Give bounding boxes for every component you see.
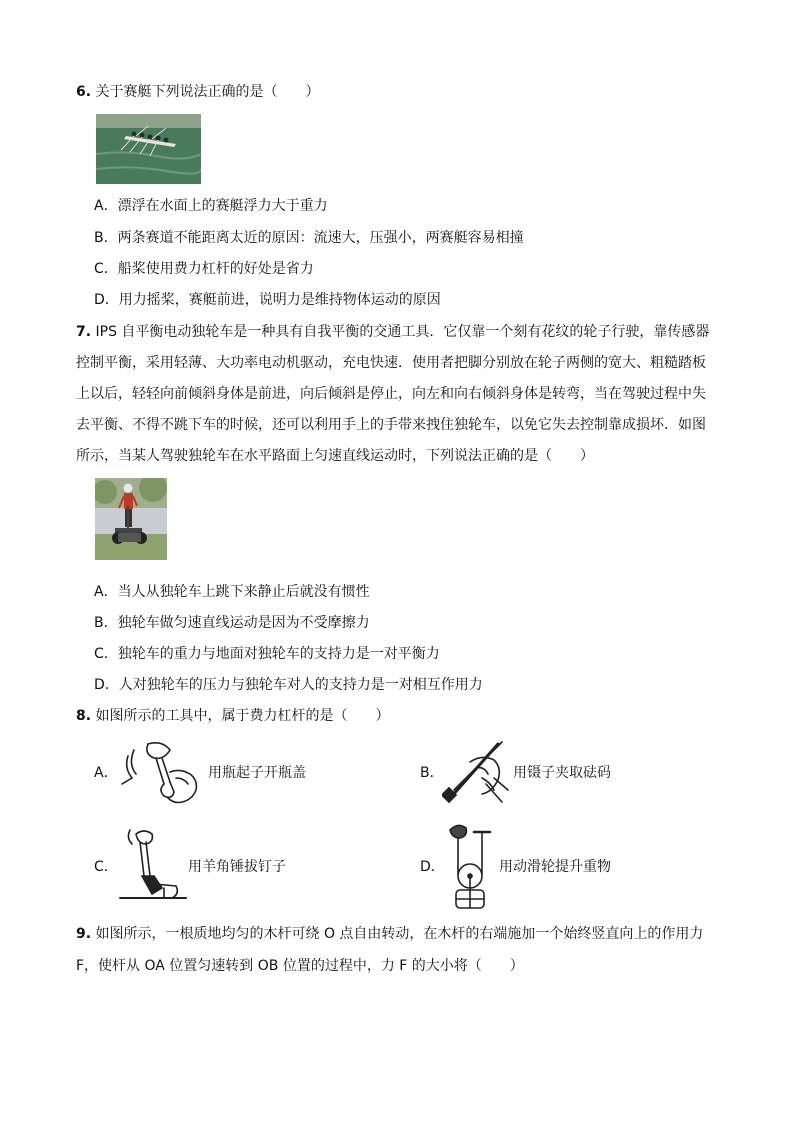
q7-stem-text-1: IPS 自平衡电动独轮车是一种具有自我平衡的交通工具．它仅靠一个刻有花纹的轮子行驶，靠传感器 [95, 324, 710, 340]
movable-pulley-icon [444, 822, 498, 914]
q8-option-a-text: 用瓶起子开瓶盖 [208, 765, 306, 781]
q7-stem-line-3: 上以后，轻轻向前倾斜身体是前进，向后倾斜是停止，向左和向右倾斜身体是转弯，当在驾驶过程中失 [76, 386, 706, 402]
q8-option-c-letter: C． [94, 859, 118, 875]
q6-option-c: C．船桨使用费力杠杆的好处是省力 [94, 261, 314, 277]
q8-option-b-letter: B． [420, 765, 444, 781]
rowing-boat-photo [96, 114, 201, 184]
q7-stem-line-2: 控制平衡，采用轻薄、大功率电动机驱动，充电快速．使用者把脚分别放在轮子两侧的宽大、粗糙踏板 [76, 355, 706, 371]
q6-option-d: D．用力摇桨，赛艇前进，说明力是维持物体运动的原因 [94, 292, 441, 308]
tweezers-icon [442, 738, 512, 808]
q8-option-d-text: 用动滑轮提升重物 [499, 859, 611, 875]
q8-stem-line [76, 706, 390, 726]
q8-option-d-letter: D． [420, 859, 445, 875]
q9-stem-line-2: F，使杆从 OA 位置匀速转到 OB 位置的过程中，力 F 的大小将（ ） [76, 958, 524, 974]
q9-stem-text-1: 如图所示，一根质地均匀的木杆可绕 O 点自由转动，在木杆的右端施加一个始终竖直向上的作用力 [95, 926, 704, 942]
q8-option-c-text: 用羊角锤拔钉子 [188, 859, 286, 875]
q6-number: 6. [76, 84, 92, 100]
q7-stem-line-5: 所示，当某人驾驶独轮车在水平路面上匀速直线运动时，下列说法正确的是（ ） [76, 448, 594, 464]
q7-option-d: D．人对独轮车的压力与独轮车对人的支持力是一对相互作用力 [94, 677, 483, 693]
q8-option-a-letter: A． [94, 765, 118, 781]
q7-number: 7. [76, 324, 92, 340]
q6-option-b: B．两条赛道不能距离太近的原因：流速大，压强小，两赛艇容易相撞 [94, 230, 524, 246]
q9-number: 9. [76, 926, 92, 942]
claw-hammer-icon [118, 828, 188, 904]
q7-option-c: C．独轮车的重力与地面对独轮车的支持力是一对平衡力 [94, 646, 440, 662]
q6-option-a: A．漂浮在水面上的赛艇浮力大于重力 [94, 198, 328, 214]
q6-stem: 关于赛艇下列说法正确的是（ ） [95, 84, 320, 100]
q7-stem-line-4: 去平衡、不得不跳下车的时候，还可以利用手上的手带来拽住独轮车，以免它失去控制靠成损坏．如图 [76, 417, 706, 433]
q8-option-b-text: 用镊子夹取砝码 [513, 765, 611, 781]
bottle-opener-icon [118, 738, 206, 808]
q6-stem-line [76, 82, 320, 102]
unicycle-rider-photo [95, 478, 167, 560]
q8-stem: 如图所示的工具中，属于费力杠杆的是（ ） [95, 708, 390, 724]
q7-stem-line-1 [76, 322, 709, 342]
q9-stem-line-1 [76, 924, 703, 944]
q7-option-a: A．当人从独轮车上跳下来静止后就没有惯性 [94, 584, 370, 600]
q7-option-b: B．独轮车做匀速直线运动是因为不受摩擦力 [94, 615, 370, 631]
q8-number: 8. [76, 708, 92, 724]
